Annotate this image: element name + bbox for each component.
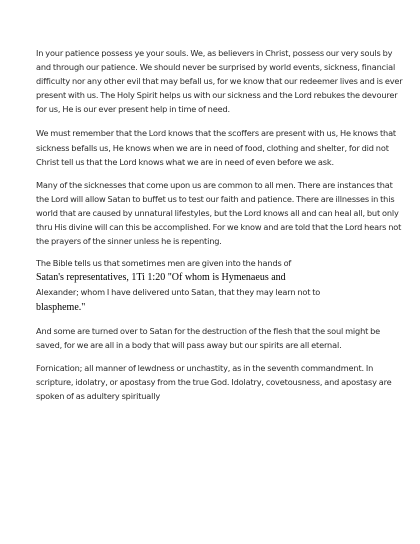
scripture-middle: Alexander; whom I have delivered unto Satan, that they may learn not to [36,287,321,298]
paragraph-lord-knows: We must remember that the Lord knows that the scoffers are present with us, He knows that sickness befalls us, He knows when we are in need of food, clothing and shelter, for did not Christ tell us that the Lord knows what we are in need of even before we ask. [36,128,396,167]
paragraph-turned-over: And some are turned over to Satan for the destruction of the flesh that the soul might be saved, for we are all in a body that will pass away but our spirits are all eternal. [36,325,381,350]
scripture-quote-start: Satan's representatives, 1Ti 1:20 "Of whom is Hymenaeus and [36,272,286,284]
paragraph-fornication: Fornication; all manner of lewdness or unchastity, as in the seventh commandment. In scripture, idolatry, or apostasy from the true God. Idolatry, covetousness, and apostasy are spoken of as adultery spiritually [36,362,392,401]
paragraph-patience: In your patience possess ye your souls. We, as believers in Christ, possess our very souls by and through our patience. We should never be surprised by world events, sickness, financial difficulty nor any other evil that may befall us, for we know that our redeemer lives and is ever present with us. The Holy Spirit helps us with our sickness and the Lord rebukes the devourer for us, He is our ever present help in time of need. [36,48,403,115]
scripture-quote-end: blaspheme." [36,301,86,313]
paragraph-sicknesses: Many of the sicknesses that come upon us are common to all men. There are instances that the Lord will allow Satan to buffet us to test our faith and patience. There are illnesses in this world that are caused by unnatural lifestyles, but the Lord knows all and can heal all, but only thru His divine will can this be accomplished. For we know and are told that the Lord hears not the prayers of the sinner unless he is repenting. [36,179,402,247]
scripture-intro: The Bible tells us that sometimes men are given into the hands of [36,258,292,269]
paragraph-scripture [36,256,406,314]
